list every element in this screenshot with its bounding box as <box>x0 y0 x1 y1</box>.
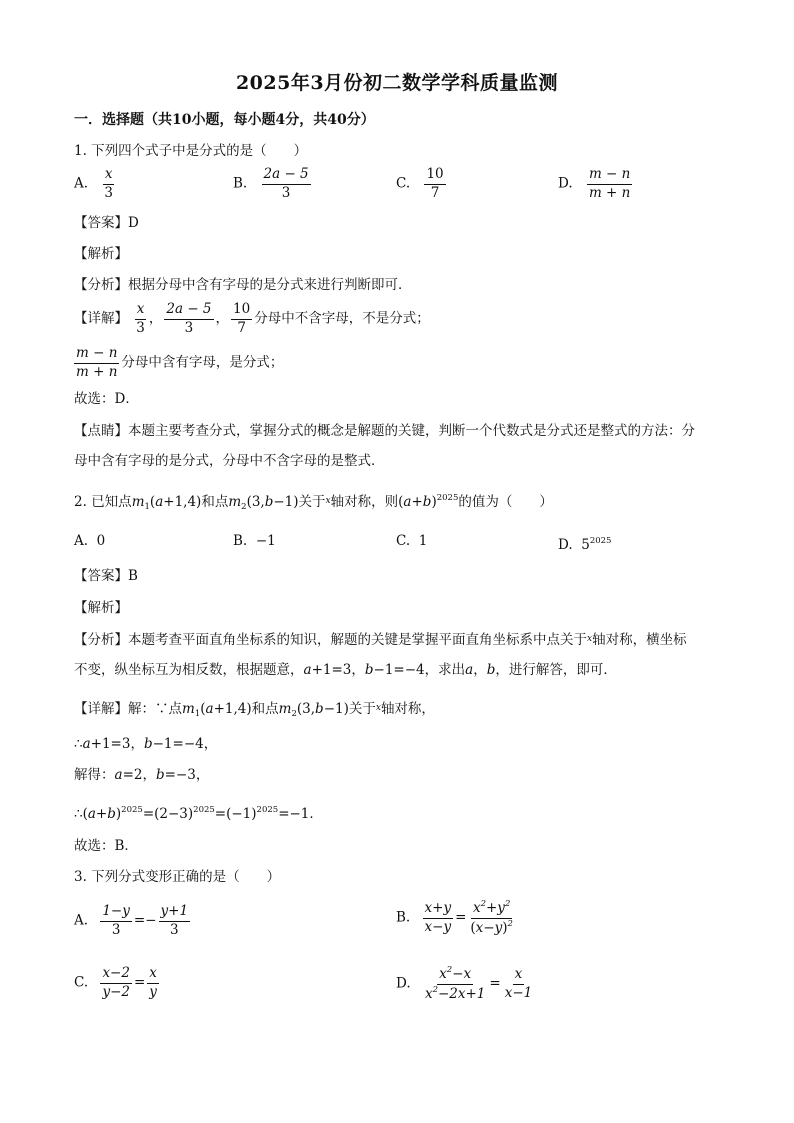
q2-option-d[interactable]: D. $5^{2025}$ <box>558 536 612 553</box>
question-2-stem: 2. 已知点$m_1(a+1,4)$和点$m_2(3,b-1)$关于$^x$轴对称，则$(a+b)^{2025}$的值为（ ） <box>74 493 553 512</box>
q2-answer: 【答案】B <box>74 568 138 584</box>
q1-dianjing-1: 【点睛】本题主要考查分式，掌握分式的概念是解题的关键，判断一个代数式是分式还是整式的方法：分 <box>74 423 695 439</box>
q2-analysis-2: 不变，纵坐标互为相反数，根据题意，a+1=3，b−1=−4，求出a，b，进行解答，即可． <box>74 662 617 678</box>
q2-conclusion: 故选：B． <box>74 838 138 854</box>
q2-detail-4: $\therefore(a+b)^{2025}=(2-3)^{2025}=(-1)^{2025}=-1$． <box>74 805 323 822</box>
q1-option-d[interactable]: D. $\frac{m - n}{m + n}$ <box>558 166 631 201</box>
q2-detail-3: 解得：a=2，b=−3， <box>74 767 210 783</box>
q3-option-d[interactable]: D. $\frac{x^2-x}{x^2-2x+1}$ = $\frac{x}{x-1}$ <box>396 965 533 1002</box>
q1-jiexi-label: 【解析】 <box>74 246 128 262</box>
option-letter: C. <box>396 175 411 192</box>
question-1-stem: 1. 下列四个式子中是分式的是（ ） <box>74 143 308 159</box>
section-heading: 一．选择题（共10小题，每小题4分，共40分） <box>74 112 375 128</box>
q3-option-b[interactable]: B. $\frac{x+y}{x-y}$ = $\frac{x^2+y^2}{(x-y)^2}$ <box>396 899 513 936</box>
q1-detail-2: $\frac{m - n}{m + n}$ 分母中含有字母，是分式； <box>76 345 284 380</box>
q1-option-a[interactable]: A. $\frac{x}{3}$ <box>74 166 113 201</box>
q2-option-b[interactable]: B. −1 <box>233 533 276 549</box>
q2-detail-2: ∴a+1=3，b−1=−4， <box>74 736 218 752</box>
q1-conclusion: 故选：D． <box>74 391 139 407</box>
q1-analysis: 【分析】根据分母中含有字母的是分式来进行判断即可． <box>74 277 412 293</box>
q1-answer: 【答案】D <box>74 215 139 231</box>
q1-detail-1: 【详解】 $\frac{x}{3}$ ， $\frac{2a - 5}{3}$ ， $\frac{10}{7}$ 分母中不含字母，不是分式； <box>74 301 430 336</box>
q1-option-b[interactable]: B. $\frac{2a - 5}{3}$ <box>233 166 309 201</box>
option-letter: D. <box>558 175 573 192</box>
q3-option-a[interactable]: A. $\frac{1-y}{3}$ =− $\frac{y+1}{3}$ <box>74 903 189 938</box>
q2-jiexi-label: 【解析】 <box>74 600 128 616</box>
q1-dianjing-2: 母中含有字母的是分式，分母中不含字母的是整式． <box>74 453 385 469</box>
option-letter: B. <box>233 175 248 192</box>
page-title: 2025年3月份初二数学学科质量监测 <box>235 72 559 94</box>
question-3-stem: 3. 下列分式变形正确的是（ ） <box>74 869 281 885</box>
q2-analysis-1: 【分析】本题考查平面直角坐标系的知识，解题的关键是掌握平面直角坐标系中点关于$^x$轴对称，横坐标 <box>74 632 687 648</box>
q2-detail-1: 【详解】解：∵点$m_1(a+1,4)$和点$m_2(3,b-1)$关于$^x$轴对称， <box>74 701 435 719</box>
q1-option-c[interactable]: C. $\frac{10}{7}$ <box>396 166 444 201</box>
option-letter: A. <box>74 175 89 192</box>
q2-option-a[interactable]: A. 0 <box>74 533 106 549</box>
q2-option-c[interactable]: C. 1 <box>396 533 428 549</box>
q3-option-c[interactable]: C. $\frac{x-2}{y-2}$ = $\frac{x}{y}$ <box>74 965 157 1000</box>
